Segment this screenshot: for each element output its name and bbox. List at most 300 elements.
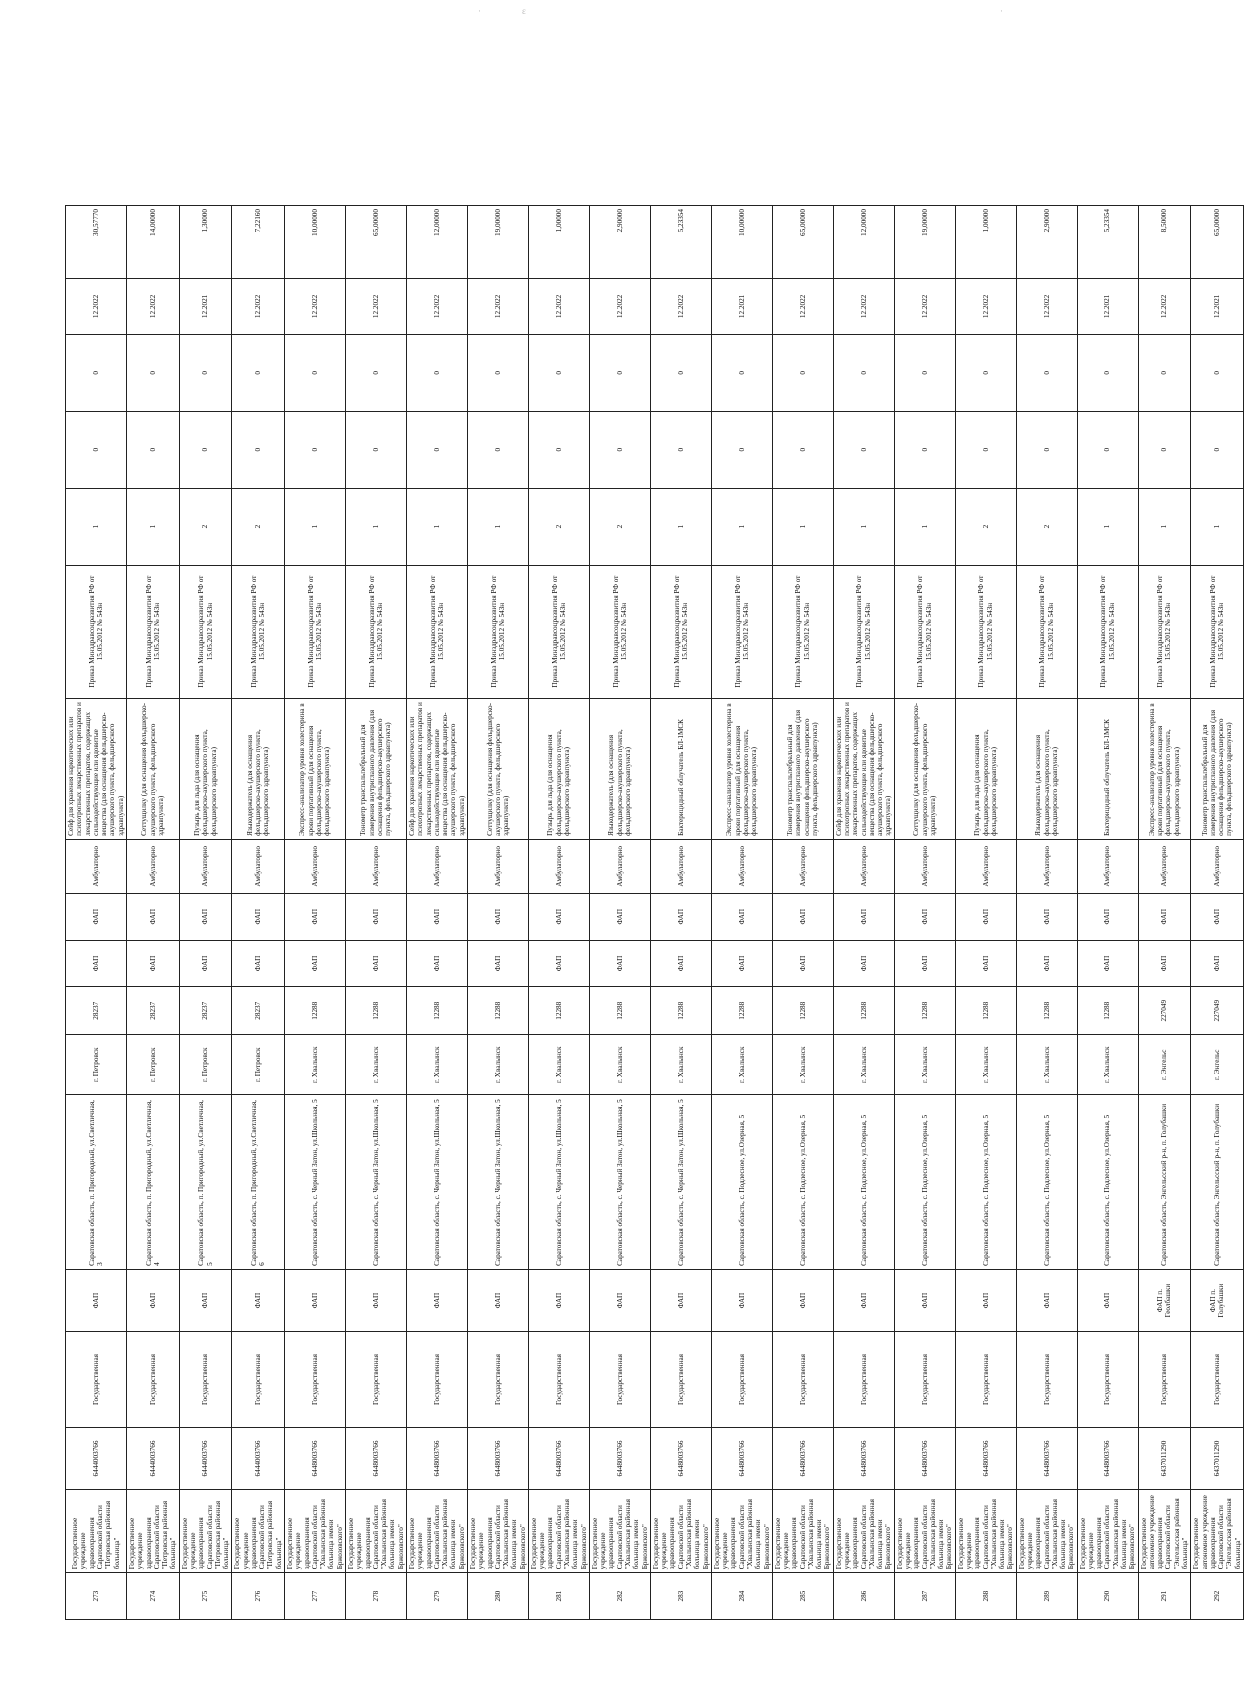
facility-type-cell: ФАП <box>285 1269 346 1331</box>
value-cell: 0 <box>711 411 772 488</box>
organization-cell: Государственное учреждение здравоохранения Саратовской области "Хвалынская районная больница имени Бржозовского" <box>833 1490 894 1573</box>
table-row <box>894 206 955 1620</box>
amount-cell: 1,00000 <box>528 206 589 279</box>
organization-cell: Государственное учреждение здравоохранения Саратовской области "Хвалынская районная больница имени Бржозовского" <box>285 1490 346 1573</box>
order-cell: Приказ Минздравсоцразвития РФ от 15.05.2012 № 543н <box>232 565 285 698</box>
row-number-cell: 285 <box>772 1573 833 1620</box>
inn-cell: 6444003766 <box>126 1427 179 1489</box>
amount-cell: 65,00000 <box>1191 206 1244 279</box>
ownership-form-cell: Государственная <box>179 1332 232 1428</box>
equipment-cell: Тонометр транспальпебральный для измерения внутриглазного давления (для оснащения фельдшерско-акушерского пункта, фельдшерского здравпункта) <box>346 698 407 839</box>
organization-cell: Государственное учреждение здравоохранения Саратовской области "Петровская районная больница" <box>232 1490 285 1573</box>
population-cell: 12288 <box>955 987 1016 1035</box>
value-cell: 0 <box>346 411 407 488</box>
date-cell: 12.2022 <box>894 278 955 334</box>
ownership-form-cell: Государственная <box>1077 1332 1138 1428</box>
table-body <box>66 206 1244 1620</box>
care-form-cell: Амбулаторно <box>650 839 711 893</box>
equipment-cell: Экспресс-анализатор уровня холестерина в крови портативный (для оснащения фельдшерско-акушерского пункта, фельдшерского здравпункта) <box>285 698 346 839</box>
ownership-form-cell: Государственная <box>955 1332 1016 1428</box>
value-cell: 0 <box>406 334 467 411</box>
facility-type-cell: ФАП <box>1077 1269 1138 1331</box>
value-cell: 0 <box>772 334 833 411</box>
order-cell: Приказ Минздравсоцразвития РФ от 15.05.2012 № 543н <box>467 565 528 698</box>
amount-cell: 14,00000 <box>126 206 179 279</box>
table-row <box>1077 206 1138 1620</box>
address-cell: Саратовская область, п. Пригородный, ул.Светличная, 4 <box>126 1095 179 1270</box>
facility-type-cell: ФАП <box>232 1269 285 1331</box>
facility-subtype-cell: ФАП <box>346 893 407 940</box>
care-form-cell: Амбулаторно <box>894 839 955 893</box>
row-number-cell: 279 <box>406 1573 467 1620</box>
inn-cell: 6448003766 <box>772 1427 833 1489</box>
facility-subtype-cell: ФАП <box>1077 893 1138 940</box>
order-cell: Приказ Минздравсоцразвития РФ от 15.05.2012 № 543н <box>346 565 407 698</box>
scan-mark: · <box>478 6 481 16</box>
equipment-cell: Тонометр транспальпебральный для измерения внутриглазного давления (для оснащения фельдшерско-акушерского пункта, фельдшерского здравпункта) <box>1191 698 1244 839</box>
equipment-cell: Сеттущилку (для оснащения фельдшерско-акушерского пункта, фельдшерского здравпункта) <box>467 698 528 839</box>
table-row <box>528 206 589 1620</box>
address-cell: Саратовская область, с. Подлесное, ул.Озерная, 5 <box>772 1095 833 1270</box>
equipment-cell: Пузырь для льда (для оснащения фельдшерско-акушерского пункта, фельдшерского здравпункта) <box>955 698 1016 839</box>
amount-cell: 8,50000 <box>1138 206 1191 279</box>
amount-cell: 12,00000 <box>833 206 894 279</box>
equipment-cell: Сеттущилку (для оснащения фельдшерско-акушерского пункта, фельдшерского здравпункта) <box>126 698 179 839</box>
facility-subtype-cell: ФАП <box>650 893 711 940</box>
quantity-cell: 1 <box>285 488 346 565</box>
table-row <box>1016 206 1077 1620</box>
inn-cell: 6448003766 <box>711 1427 772 1489</box>
order-cell: Приказ Минздравсоцразвития РФ от 15.05.2012 № 543н <box>179 565 232 698</box>
value-cell: 0 <box>1077 411 1138 488</box>
date-cell: 12.2021 <box>711 278 772 334</box>
quantity-cell: 1 <box>650 488 711 565</box>
order-cell: Приказ Минздравсоцразвития РФ от 15.05.2012 № 543н <box>955 565 1016 698</box>
organization-cell: Государственное учреждение здравоохранения Саратовской области "Хвалынская районная больница имени Бржозовского" <box>711 1490 772 1573</box>
address-cell: Саратовская область, п. Пригородный, ул.Светличная, 6 <box>232 1095 285 1270</box>
facility-type-cell: ФАП <box>346 1269 407 1331</box>
care-form-cell: Амбулаторно <box>1138 839 1191 893</box>
facility-type-cell: ФАП <box>467 1269 528 1331</box>
city-cell: г. Петровск <box>66 1035 127 1095</box>
row-number-cell: 289 <box>1016 1573 1077 1620</box>
table-row <box>179 206 232 1620</box>
facility-kind-cell: ФАП <box>955 940 1016 987</box>
value-cell: 0 <box>179 411 232 488</box>
address-cell: Саратовская область, с. Подлесное, ул.Озерная, 5 <box>894 1095 955 1270</box>
inn-cell: 6444003766 <box>232 1427 285 1489</box>
address-cell: Саратовская область, с. Черный Затон, ул.Школьная, 5 <box>589 1095 650 1270</box>
value-cell: 0 <box>1016 334 1077 411</box>
ownership-form-cell: Государственная <box>772 1332 833 1428</box>
value-cell: 0 <box>1191 411 1244 488</box>
care-form-cell: Амбулаторно <box>833 839 894 893</box>
row-number-cell: 292 <box>1191 1573 1244 1620</box>
value-cell: 0 <box>346 334 407 411</box>
amount-cell: 12,00000 <box>406 206 467 279</box>
facility-subtype-cell: ФАП <box>955 893 1016 940</box>
amount-cell: 30,57770 <box>66 206 127 279</box>
inn-cell: 6444003766 <box>179 1427 232 1489</box>
facility-subtype-cell: ФАП <box>66 893 127 940</box>
city-cell: г. Хвалынск <box>589 1035 650 1095</box>
table-row <box>467 206 528 1620</box>
equipment-cell: Сеттущилку (для оснащения фельдшерско-акушерского пункта, фельдшерского здравпункта) <box>894 698 955 839</box>
rotated-sheet <box>65 205 1242 1620</box>
address-cell: Саратовская область, с. Черный Затон, ул.Школьная, 5 <box>406 1095 467 1270</box>
facility-subtype-cell: ФАП <box>711 893 772 940</box>
city-cell: г. Хвалынск <box>346 1035 407 1095</box>
organization-cell: Государственное учреждение здравоохранения Саратовской области "Хвалынская районная больница имени Бржозовского" <box>955 1490 1016 1573</box>
care-form-cell: Амбулаторно <box>1077 839 1138 893</box>
table-row <box>955 206 1016 1620</box>
ownership-form-cell: Государственная <box>589 1332 650 1428</box>
inn-cell: 6437011290 <box>1138 1427 1191 1489</box>
facility-kind-cell: ФАП <box>1016 940 1077 987</box>
amount-cell: 1,30000 <box>179 206 232 279</box>
city-cell: г. Петровск <box>179 1035 232 1095</box>
value-cell: 0 <box>285 411 346 488</box>
address-cell: Саратовская область, с. Черный Затон, ул.Школьная, 5 <box>285 1095 346 1270</box>
facility-type-cell: ФАП <box>894 1269 955 1331</box>
order-cell: Приказ Минздравсоцразвития РФ от 15.05.2012 № 543н <box>1016 565 1077 698</box>
quantity-cell: 1 <box>346 488 407 565</box>
date-cell: 12.2022 <box>126 278 179 334</box>
ownership-form-cell: Государственная <box>894 1332 955 1428</box>
city-cell: г. Энгельс <box>1138 1035 1191 1095</box>
facility-kind-cell: ФАП <box>285 940 346 987</box>
row-number-cell: 288 <box>955 1573 1016 1620</box>
ownership-form-cell: Государственная <box>406 1332 467 1428</box>
date-cell: 12.2022 <box>589 278 650 334</box>
care-form-cell: Амбулаторно <box>528 839 589 893</box>
inn-cell: 6437011290 <box>1191 1427 1244 1489</box>
facility-kind-cell: ФАП <box>711 940 772 987</box>
care-form-cell: Амбулаторно <box>467 839 528 893</box>
value-cell: 0 <box>232 334 285 411</box>
quantity-cell: 2 <box>1016 488 1077 565</box>
date-cell: 12.2022 <box>406 278 467 334</box>
order-cell: Приказ Минздравсоцразвития РФ от 15.05.2012 № 543н <box>711 565 772 698</box>
facility-type-cell: ФАП <box>833 1269 894 1331</box>
address-cell: Саратовская область, с. Черный Затон, ул.Школьная, 5 <box>528 1095 589 1270</box>
facility-kind-cell: ФАП <box>833 940 894 987</box>
population-cell: 12288 <box>772 987 833 1035</box>
facility-type-cell: ФАП <box>650 1269 711 1331</box>
order-cell: Приказ Минздравсоцразвития РФ от 15.05.2012 № 543н <box>1138 565 1191 698</box>
date-cell: 12.2022 <box>346 278 407 334</box>
inn-cell: 6444003766 <box>66 1427 127 1489</box>
care-form-cell: Амбулаторно <box>406 839 467 893</box>
table-row <box>1191 206 1244 1620</box>
row-number-cell: 277 <box>285 1573 346 1620</box>
amount-cell: 10,00000 <box>711 206 772 279</box>
facility-kind-cell: ФАП <box>179 940 232 987</box>
city-cell: г. Хвалынск <box>467 1035 528 1095</box>
address-cell: Саратовская область, Энгельсский р-н, п. Голубашки <box>1138 1095 1191 1270</box>
facility-type-cell: ФАП <box>589 1269 650 1331</box>
facility-kind-cell: ФАП <box>346 940 407 987</box>
facility-kind-cell: ФАП <box>650 940 711 987</box>
city-cell: г. Хвалынск <box>894 1035 955 1095</box>
quantity-cell: 1 <box>833 488 894 565</box>
date-cell: 12.2022 <box>772 278 833 334</box>
date-cell: 12.2022 <box>833 278 894 334</box>
address-cell: Саратовская область, с. Черный Затон, ул.Школьная, 5 <box>346 1095 407 1270</box>
facility-subtype-cell: ФАП <box>179 893 232 940</box>
address-cell: Саратовская область, с. Подлесное, ул.Озерная, 5 <box>955 1095 1016 1270</box>
row-number-cell: 291 <box>1138 1573 1191 1620</box>
address-cell: Саратовская область, с. Подлесное, ул.Озерная, 5 <box>1077 1095 1138 1270</box>
equipment-cell: Экспресс-анализатор уровня холестерина в крови портативный (для оснащения фельдшерско-акушерского пункта, фельдшерского здравпункта) <box>711 698 772 839</box>
city-cell: г. Хвалынск <box>528 1035 589 1095</box>
order-cell: Приказ Минздравсоцразвития РФ от 15.05.2012 № 543н <box>894 565 955 698</box>
equipment-cell: Тонометр транспальпебральный для измерения внутриглазного давления (для оснащения фельдшерско-акушерского пункта, фельдшерского здравпункта) <box>772 698 833 839</box>
equipment-cell: Сейф для хранения наркотических или психотропных лекарственных препаратов и лекарственных препаратов, содержащих сильнодействующие или ядовитые вещества (для оснащения фельдшерско-акушерского пункта, фельдшерского здравпункта) <box>833 698 894 839</box>
address-cell: Саратовская область, с. Черный Затон, ул.Школьная, 5 <box>650 1095 711 1270</box>
date-cell: 12.2022 <box>955 278 1016 334</box>
inn-cell: 6448003766 <box>528 1427 589 1489</box>
facility-type-cell: ФАП <box>179 1269 232 1331</box>
row-number-cell: 287 <box>894 1573 955 1620</box>
facility-type-cell: ФАП <box>1016 1269 1077 1331</box>
care-form-cell: Амбулаторно <box>1016 839 1077 893</box>
inn-cell: 6448003766 <box>589 1427 650 1489</box>
city-cell: г. Хвалынск <box>650 1035 711 1095</box>
facility-subtype-cell: ФАП <box>894 893 955 940</box>
population-cell: 227049 <box>1191 987 1244 1035</box>
ownership-form-cell: Государственная <box>1016 1332 1077 1428</box>
value-cell: 0 <box>955 411 1016 488</box>
value-cell: 0 <box>894 334 955 411</box>
row-number-cell: 290 <box>1077 1573 1138 1620</box>
ownership-form-cell: Государственная <box>467 1332 528 1428</box>
care-form-cell: Амбулаторно <box>126 839 179 893</box>
quantity-cell: 1 <box>1077 488 1138 565</box>
address-cell: Саратовская область, с. Подлесное, ул.Озерная, 5 <box>1016 1095 1077 1270</box>
population-cell: 12288 <box>1077 987 1138 1035</box>
row-number-cell: 276 <box>232 1573 285 1620</box>
address-cell: Саратовская область, п. Пригородный, ул.Светличная, 5 <box>179 1095 232 1270</box>
inn-cell: 6448003766 <box>1077 1427 1138 1489</box>
value-cell: 0 <box>711 334 772 411</box>
inn-cell: 6448003766 <box>285 1427 346 1489</box>
scan-mark: · <box>1000 6 1003 16</box>
organization-cell: Государственное учреждение здравоохранения Саратовской области "Хвалынская районная больница имени Бржозовского" <box>1077 1490 1138 1573</box>
address-cell: Саратовская область, с. Черный Затон, ул.Школьная, 5 <box>467 1095 528 1270</box>
population-cell: 28237 <box>66 987 127 1035</box>
facility-type-cell: ФАП <box>528 1269 589 1331</box>
facility-kind-cell: ФАП <box>126 940 179 987</box>
amount-cell: 5,23354 <box>1077 206 1138 279</box>
facility-subtype-cell: ФАП <box>528 893 589 940</box>
inn-cell: 6448003766 <box>955 1427 1016 1489</box>
quantity-cell: 1 <box>66 488 127 565</box>
amount-cell: 2,90000 <box>1016 206 1077 279</box>
care-form-cell: Амбулаторно <box>711 839 772 893</box>
city-cell: г. Хвалынск <box>833 1035 894 1095</box>
order-cell: Приказ Минздравсоцразвития РФ от 15.05.2012 № 543н <box>126 565 179 698</box>
value-cell: 0 <box>126 334 179 411</box>
quantity-cell: 2 <box>528 488 589 565</box>
care-form-cell: Амбулаторно <box>179 839 232 893</box>
ownership-form-cell: Государственная <box>711 1332 772 1428</box>
quantity-cell: 1 <box>1191 488 1244 565</box>
inn-cell: 6448003766 <box>1016 1427 1077 1489</box>
row-number-cell: 283 <box>650 1573 711 1620</box>
table-row <box>66 206 127 1620</box>
organization-cell: Государственное учреждение здравоохранения Саратовской области "Хвалынская районная больница имени Бржозовского" <box>772 1490 833 1573</box>
population-cell: 12288 <box>528 987 589 1035</box>
amount-cell: 7,22160 <box>232 206 285 279</box>
inn-cell: 6448003766 <box>833 1427 894 1489</box>
ownership-form-cell: Государственная <box>1138 1332 1191 1428</box>
organization-cell: Государственное автономное учреждение здравоохранения Саратовской области "Энгельсская районная больница" <box>1191 1490 1244 1573</box>
order-cell: Приказ Минздравсоцразвития РФ от 15.05.2012 № 543н <box>1191 565 1244 698</box>
care-form-cell: Амбулаторно <box>1191 839 1244 893</box>
facility-kind-cell: ФАП <box>894 940 955 987</box>
inn-cell: 6448003766 <box>894 1427 955 1489</box>
order-cell: Приказ Минздравсоцразвития РФ от 15.05.2012 № 543н <box>1077 565 1138 698</box>
facility-subtype-cell: ФАП <box>126 893 179 940</box>
order-cell: Приказ Минздравсоцразвития РФ от 15.05.2012 № 543н <box>833 565 894 698</box>
amount-cell: 5,23354 <box>650 206 711 279</box>
address-cell: Саратовская область, Энгельсский р-н, п. Голубашки <box>1191 1095 1244 1270</box>
amount-cell: 19,00000 <box>467 206 528 279</box>
table-row <box>650 206 711 1620</box>
value-cell: 0 <box>179 334 232 411</box>
organization-cell: Государственное учреждение здравоохранения Саратовской области "Хвалынская районная больница имени Бржозовского" <box>528 1490 589 1573</box>
facility-kind-cell: ФАП <box>772 940 833 987</box>
equipment-cell: Экспресс-анализатор уровня холестерина в крови портативный (для оснащения фельдшерско-акушерского пункта, фельдшерского здравпункта) <box>1138 698 1191 839</box>
care-form-cell: Амбулаторно <box>772 839 833 893</box>
scan-mark: ε <box>522 6 526 16</box>
organization-cell: Государственное автономное учреждение здравоохранения Саратовской области "Энгельсская районная больница" <box>1138 1490 1191 1573</box>
facility-type-cell: ФАП <box>711 1269 772 1331</box>
facility-kind-cell: ФАП <box>66 940 127 987</box>
row-number-cell: 281 <box>528 1573 589 1620</box>
date-cell: 12.2021 <box>1191 278 1244 334</box>
population-cell: 28237 <box>179 987 232 1035</box>
population-cell: 12288 <box>711 987 772 1035</box>
value-cell: 0 <box>232 411 285 488</box>
value-cell: 0 <box>285 334 346 411</box>
ownership-form-cell: Государственная <box>833 1332 894 1428</box>
table-row <box>406 206 467 1620</box>
date-cell: 12.2021 <box>1077 278 1138 334</box>
inn-cell: 6448003766 <box>406 1427 467 1489</box>
population-cell: 28237 <box>232 987 285 1035</box>
order-cell: Приказ Минздравсоцразвития РФ от 15.05.2012 № 543н <box>528 565 589 698</box>
inn-cell: 6448003766 <box>346 1427 407 1489</box>
row-number-cell: 273 <box>66 1573 127 1620</box>
value-cell: 0 <box>833 334 894 411</box>
facility-kind-cell: ФАП <box>589 940 650 987</box>
organization-cell: Государственное учреждение здравоохранения Саратовской области "Петровская районная больница" <box>66 1490 127 1573</box>
row-number-cell: 284 <box>711 1573 772 1620</box>
value-cell: 0 <box>66 334 127 411</box>
table-row <box>126 206 179 1620</box>
date-cell: 12.2022 <box>232 278 285 334</box>
date-cell: 12.2021 <box>179 278 232 334</box>
order-cell: Приказ Минздравсоцразвития РФ от 15.05.2012 № 543н <box>66 565 127 698</box>
equipment-cell: Пузырь для льда (для оснащения фельдшерско-акушерского пункта, фельдшерского здравпункта) <box>528 698 589 839</box>
population-cell: 12288 <box>1016 987 1077 1035</box>
equipment-cell: Пузырь для льда (для оснащения фельдшерско-акушерского пункта, фельдшерского здравпункта) <box>179 698 232 839</box>
population-cell: 12288 <box>833 987 894 1035</box>
care-form-cell: Амбулаторно <box>955 839 1016 893</box>
facility-subtype-cell: ФАП <box>1191 893 1244 940</box>
organization-cell: Государственное учреждение здравоохранения Саратовской области "Хвалынская районная больница имени Бржозовского" <box>650 1490 711 1573</box>
amount-cell: 19,00000 <box>894 206 955 279</box>
table-row <box>285 206 346 1620</box>
facility-subtype-cell: ФАП <box>833 893 894 940</box>
city-cell: г. Хвалынск <box>772 1035 833 1095</box>
quantity-cell: 1 <box>772 488 833 565</box>
ownership-form-cell: Государственная <box>346 1332 407 1428</box>
facility-type-cell: ФАП <box>955 1269 1016 1331</box>
equipment-cell: Бактерицидный облучатель БЛ-1МСК <box>1077 698 1138 839</box>
organization-cell: Государственное учреждение здравоохранения Саратовской области "Хвалынская районная больница имени Бржозовского" <box>894 1490 955 1573</box>
ownership-form-cell: Государственная <box>126 1332 179 1428</box>
facility-kind-cell: ФАП <box>528 940 589 987</box>
value-cell: 0 <box>1138 411 1191 488</box>
facility-kind-cell: ФАП <box>1077 940 1138 987</box>
facility-kind-cell: ФАП <box>232 940 285 987</box>
ownership-form-cell: Государственная <box>285 1332 346 1428</box>
facility-kind-cell: ФАП <box>406 940 467 987</box>
facility-type-cell: ФАП <box>66 1269 127 1331</box>
row-number-cell: 278 <box>346 1573 407 1620</box>
value-cell: 0 <box>1077 334 1138 411</box>
inn-cell: 6448003766 <box>650 1427 711 1489</box>
order-cell: Приказ Минздравсоцразвития РФ от 15.05.2012 № 543н <box>650 565 711 698</box>
population-cell: 12288 <box>285 987 346 1035</box>
value-cell: 0 <box>833 411 894 488</box>
facility-type-cell: ФАП п. Голубашки <box>1191 1269 1244 1331</box>
ownership-form-cell: Государственная <box>650 1332 711 1428</box>
quantity-cell: 1 <box>467 488 528 565</box>
population-cell: 12288 <box>589 987 650 1035</box>
amount-cell: 2,90000 <box>589 206 650 279</box>
quantity-cell: 2 <box>232 488 285 565</box>
amount-cell: 10,00000 <box>285 206 346 279</box>
city-cell: г. Хвалынск <box>406 1035 467 1095</box>
table-row <box>772 206 833 1620</box>
date-cell: 12.2022 <box>528 278 589 334</box>
row-number-cell: 280 <box>467 1573 528 1620</box>
facility-type-cell: ФАП <box>406 1269 467 1331</box>
quantity-cell: 1 <box>1138 488 1191 565</box>
quantity-cell: 2 <box>589 488 650 565</box>
row-number-cell: 282 <box>589 1573 650 1620</box>
address-cell: Саратовская область, с. Подлесное, ул.Озерная, 5 <box>833 1095 894 1270</box>
care-form-cell: Амбулаторно <box>285 839 346 893</box>
care-form-cell: Амбулаторно <box>346 839 407 893</box>
date-cell: 12.2022 <box>1016 278 1077 334</box>
value-cell: 0 <box>589 411 650 488</box>
date-cell: 12.2022 <box>467 278 528 334</box>
table-row <box>833 206 894 1620</box>
quantity-cell: 2 <box>179 488 232 565</box>
facility-subtype-cell: ФАП <box>1016 893 1077 940</box>
equipment-cell: Языкодержатель (для оснащения фельдшерско-акушерского пункта, фельдшерского здравпункта) <box>1016 698 1077 839</box>
table-row <box>232 206 285 1620</box>
value-cell: 0 <box>650 411 711 488</box>
population-cell: 12288 <box>346 987 407 1035</box>
table-row <box>711 206 772 1620</box>
care-form-cell: Амбулаторно <box>589 839 650 893</box>
